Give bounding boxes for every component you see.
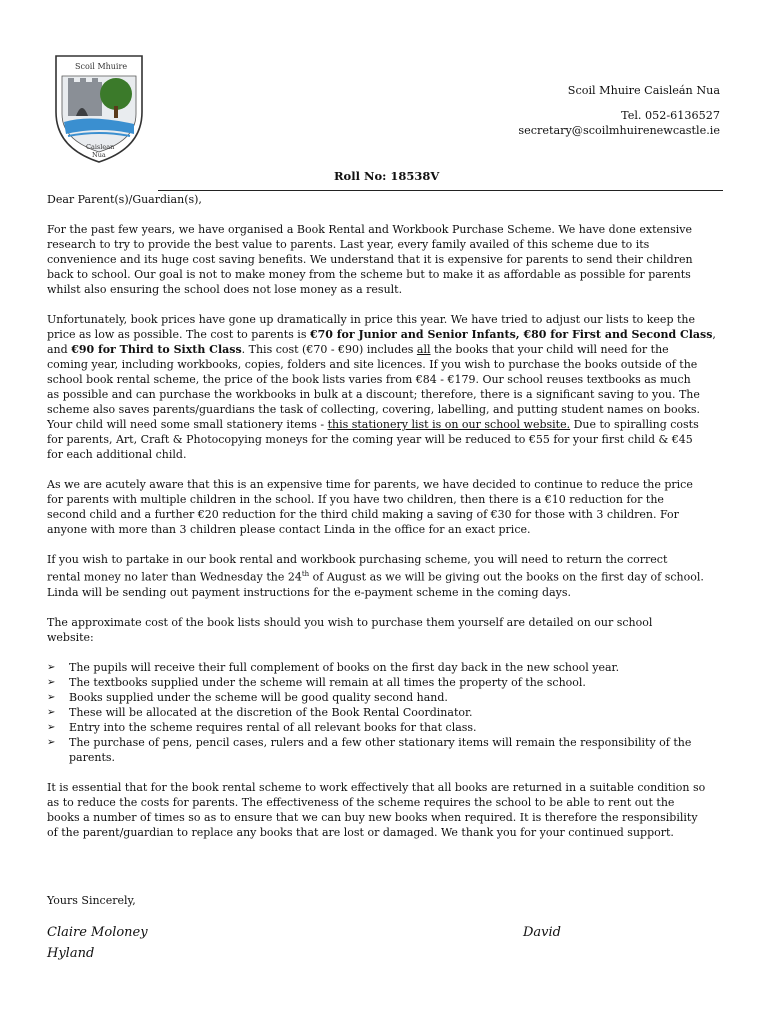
paragraph-website <box>47 615 723 645</box>
text-line: for each additional child. <box>47 448 187 461</box>
letter-body <box>47 192 723 855</box>
text-line: of the parent/guardian to replace any books that are lost or damaged. We thank you for your continued support. <box>47 825 674 839</box>
school-phone: Tel. 052-6136527 <box>621 109 720 122</box>
text-line: scheme also saves parents/guardians the task of collecting, covering, labelling, and putting student names on books. <box>47 403 701 416</box>
roll-number: Roll No: 18538V <box>334 169 440 183</box>
arrow-bullet-icon: ➢ <box>47 661 56 673</box>
paragraph-deadline <box>47 552 723 600</box>
stationery-list-link[interactable]: this stationery list is on our school website. <box>327 418 571 431</box>
paragraph-responsibility <box>47 780 723 840</box>
arrow-bullet-icon: ➢ <box>47 736 56 748</box>
text-line: as to reduce the costs for parents. The effectiveness of the scheme requires the school to be able to rent out the <box>47 795 675 809</box>
logo-top-text: Scoil Mhuire <box>75 62 128 71</box>
paragraph-intro <box>47 222 723 297</box>
logo-bottom-text-1: Caislean <box>86 143 115 151</box>
text-line: research to try to provide the best value to parents. Last year, every family availed of this scheme due to its <box>47 238 650 251</box>
text-line: coming year, including workbooks, copies, folders and site licences. If you wish to purchase the books outside of the <box>47 358 698 371</box>
text-line: The approximate cost of the book lists should you wish to purchase them yourself are detailed on our school <box>47 615 653 629</box>
text-line: and €90 for Third to Sixth Class. This cost (€70 - €90) includes all the books that your child will need for the <box>47 343 669 356</box>
list-item: ➢ These will be allocated at the discretion of the Book Rental Coordinator. <box>47 705 473 719</box>
text-line: Linda will be sending out payment instructions for the e-payment scheme in the coming days. <box>47 585 571 599</box>
paragraph-prices <box>47 312 723 462</box>
text-line: It is essential that for the book rental scheme to work effectively that all books are returned in a suitable condition so <box>47 780 706 794</box>
contact-block <box>518 83 720 138</box>
list-item: ➢ The textbooks supplied under the scheme will remain at all times the property of the school. <box>47 675 586 689</box>
arrow-bullet-icon: ➢ <box>47 676 56 688</box>
text-line: back to school. Our goal is not to make money from the scheme but to make it as affordable as possible for parents <box>47 268 691 281</box>
signature-principal <box>47 922 148 964</box>
arrow-bullet-icon: ➢ <box>47 721 56 733</box>
text-line: convenience and its huge cost saving benefits. We understand that it is expensive for parents to send their children <box>47 253 693 266</box>
tree-icon <box>100 78 132 110</box>
text-line: If you wish to partake in our book rental and workbook purchasing scheme, you will need to return the correct <box>47 553 668 566</box>
price-bold: €90 for Third to Sixth Class <box>71 343 242 356</box>
text-line: Unfortunately, book prices have gone up dramatically in price this year. We have tried to adjust our lists to keep the <box>47 313 695 326</box>
text-line: as possible and can purchase the workbooks in bulk at a discount; therefore, there is a significant saving to you. The <box>47 388 700 401</box>
school-crest-logo <box>50 52 148 164</box>
price-bold: €70 for Junior and Senior Infants, €80 for First and Second Class <box>309 328 713 341</box>
signature-line: Hyland <box>47 946 95 961</box>
signature-chair: David <box>523 925 561 940</box>
text-line: for parents, Art, Craft & Photocopying moneys for the coming year will be reduced to €55 for your first child & €45 <box>47 433 693 446</box>
text-line: whilst also ensuring the school does not lose money as a result. <box>47 283 403 296</box>
text-line: books a number of times so as to ensure that we can buy new books when required. It is therefore the responsibility <box>47 810 698 824</box>
list-item: ➢ The purchase of pens, pencil cases, rulers and a few other stationary items will remain the responsibility of the parents. <box>47 735 692 764</box>
list-item: ➢ Books supplied under the scheme will be good quality second hand. <box>47 690 448 704</box>
salutation: Dear Parent(s)/Guardian(s), <box>47 193 202 206</box>
text-line: website: <box>47 630 94 644</box>
header-divider <box>158 190 723 191</box>
school-email[interactable]: secretary@scoilmhuirenewcastle.ie <box>518 124 720 137</box>
list-item: ➢ Entry into the scheme requires rental of all relevant books for that class. <box>47 720 477 734</box>
arrow-bullet-icon: ➢ <box>47 706 56 718</box>
list-item: ➢ The pupils will receive their full complement of books on the first day back in the new school year. <box>47 660 620 674</box>
signature-line: Claire Moloney <box>47 925 148 940</box>
logo-bottom-text-2: Nua <box>92 151 106 159</box>
underlined-all: all <box>416 343 431 356</box>
text-line: school book rental scheme, the price of the book lists varies from €84 - €179. Our school reuses textbooks as much <box>47 373 691 386</box>
text-line: rental money no later than Wednesday the 24th of August as we will be giving out the books on the first day of school. <box>47 570 704 584</box>
text-line: As we are acutely aware that this is an expensive time for parents, we have decided to continue to reduce the price <box>47 478 693 491</box>
text-line: For the past few years, we have organised a Book Rental and Workbook Purchase Scheme. We have done extensive <box>47 223 693 236</box>
text-line: second child and a further €20 reduction for the third child making a saving of €30 for those with 3 children. For <box>47 508 679 521</box>
text-line: for parents with multiple children in the school. If you have two children, then there is a €10 reduction for the <box>47 493 664 506</box>
text-line: Your child will need some small stationery items - this stationery list is on our school website. Due to spiralling costs <box>47 418 699 431</box>
arrow-bullet-icon: ➢ <box>47 691 56 703</box>
paragraph-multiple-children <box>47 477 723 537</box>
scheme-rules-list <box>47 660 723 765</box>
school-name: Scoil Mhuire Caisleán Nua <box>567 84 720 97</box>
text-line: price as low as possible. The cost to parents is €70 for Junior and Senior Infants, €80 for First and Second Class, <box>47 328 716 341</box>
closing: Yours Sincerely, <box>47 894 136 907</box>
text-line: anyone with more than 3 children please contact Linda in the office for an exact price. <box>47 523 531 536</box>
